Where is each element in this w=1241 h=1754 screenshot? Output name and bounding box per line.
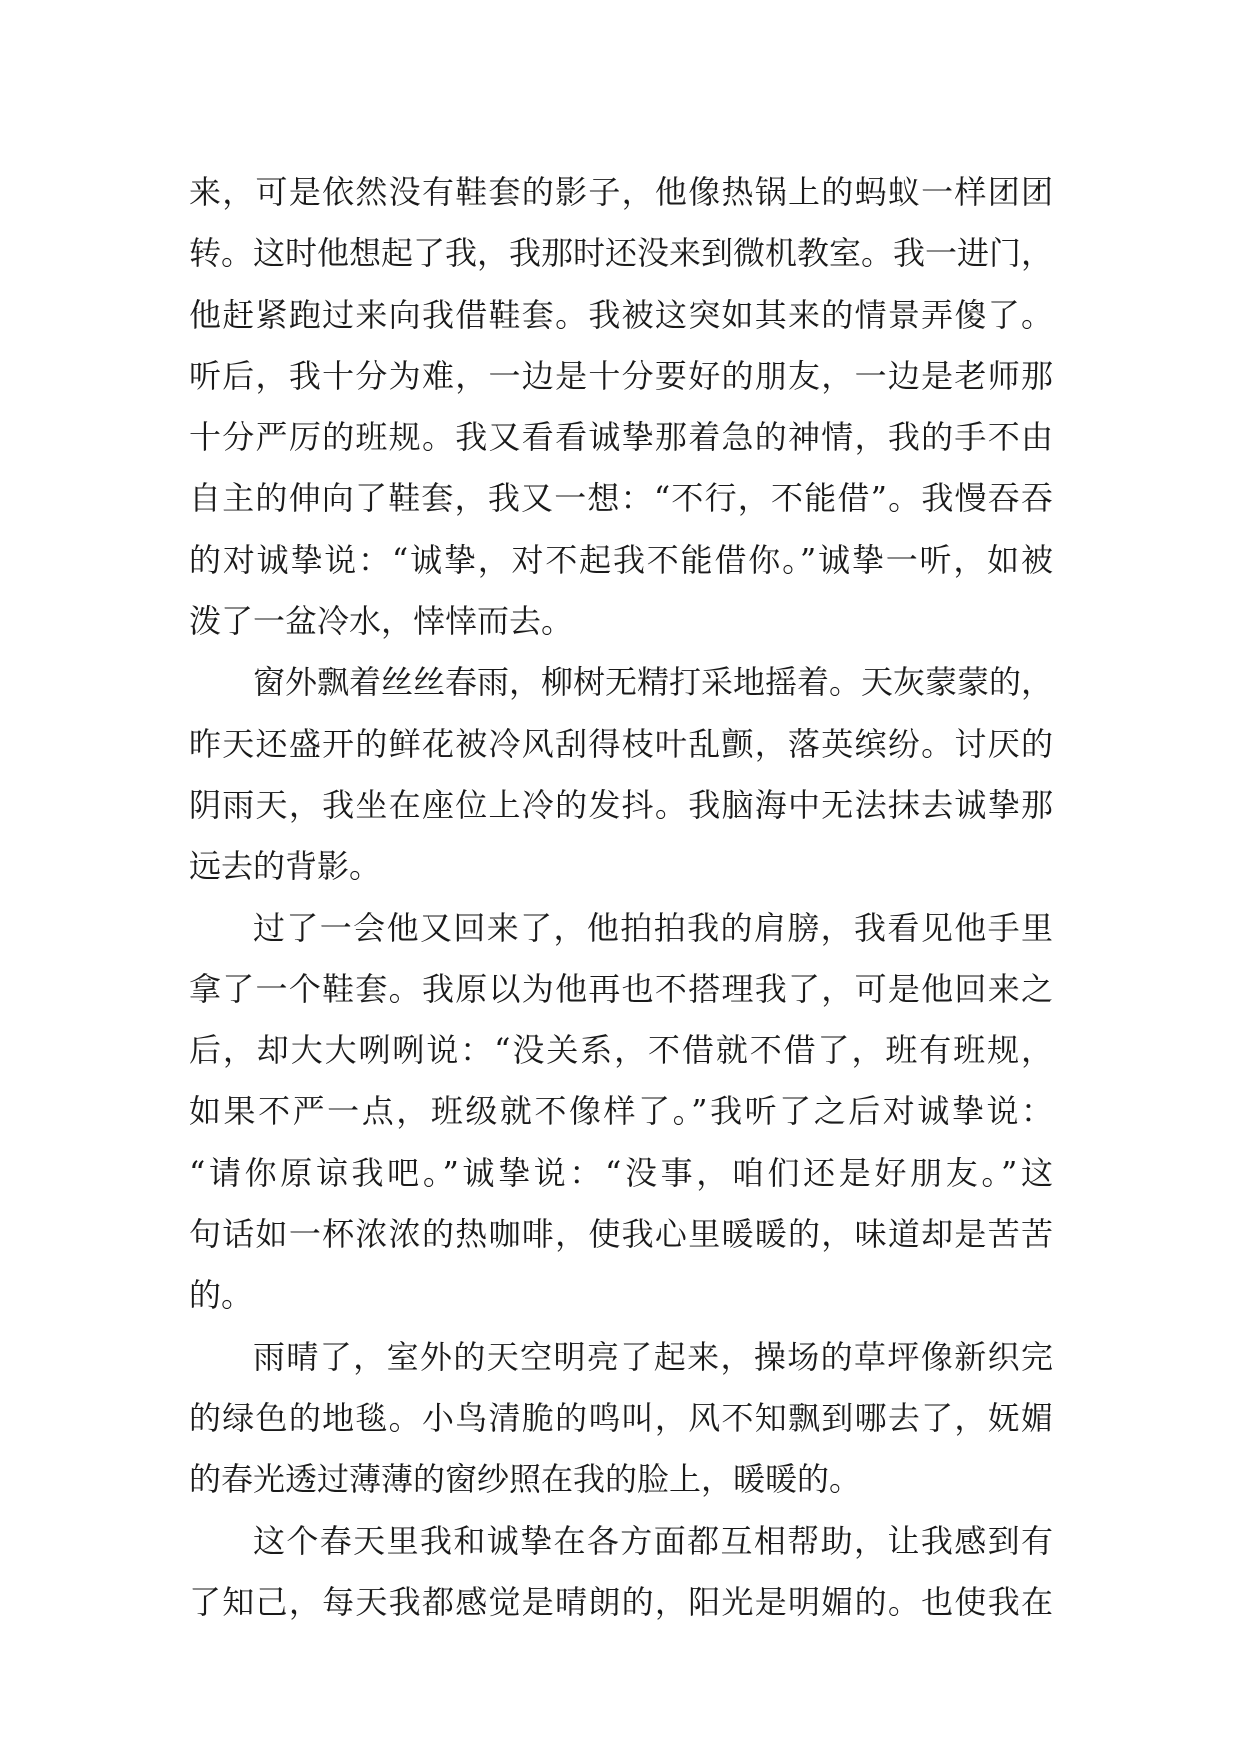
body-text — [189, 162, 1053, 1633]
text-line: 自主的伸向了鞋套，我又一想：“不行，不能借”。我慢吞吞 — [189, 479, 1053, 518]
text-line: 的对诚挚说：“诚挚，对不起我不能借你。”诚挚一听，如被 — [189, 540, 1053, 579]
text-line: 后，却大大咧咧说：“没关系，不借就不借了，班有班规， — [189, 1031, 1053, 1070]
text-line: 拿了一个鞋套。我原以为他再也不搭理我了，可是他回来之 — [189, 969, 1053, 1008]
text-line: 的绿色的地毯。小鸟清脆的鸣叫，风不知飘到哪去了，妩媚 — [189, 1398, 1053, 1437]
text-line: 听后，我十分为难，一边是十分要好的朋友，一边是老师那 — [189, 356, 1053, 395]
text-line: 雨晴了，室外的天空明亮了起来，操场的草坪像新织完 — [253, 1337, 1053, 1376]
text-line: 泼了一盆冷水，悻悻而去。 — [189, 602, 574, 641]
text-line: 他赶紧跑过来向我借鞋套。我被这突如其来的情景弄傻了。 — [189, 295, 1053, 334]
text-line: 这个春天里我和诚挚在各方面都互相帮助，让我感到有 — [253, 1521, 1053, 1560]
text-line: 句话如一杯浓浓的热咖啡，使我心里暖暖的，味道却是苦苦 — [189, 1215, 1053, 1254]
text-line: 阴雨天，我坐在座位上冷的发抖。我脑海中无法抹去诚挚那 — [189, 785, 1053, 824]
text-line: 远去的背影。 — [189, 847, 382, 886]
text-line: 昨天还盛开的鲜花被冷风刮得枝叶乱颤，落英缤纷。讨厌的 — [189, 724, 1053, 763]
text-line: 了知己，每天我都感觉是晴朗的，阳光是明媚的。也使我在 — [189, 1582, 1053, 1621]
text-line: 的。 — [189, 1276, 254, 1315]
text-line: 转。这时他想起了我，我那时还没来到微机教室。我一进门， — [189, 234, 1053, 273]
text-line: “请你原谅我吧。”诚挚说：“没事，咱们还是好朋友。”这 — [189, 1153, 1053, 1192]
text-line: 的春光透过薄薄的窗纱照在我的脸上，暖暖的。 — [189, 1460, 862, 1499]
text-line: 十分严厉的班规。我又看看诚挚那着急的神情，我的手不由 — [189, 418, 1053, 457]
text-line: 过了一会他又回来了，他拍拍我的肩膀，我看见他手里 — [253, 908, 1053, 947]
text-line: 如果不严一点，班级就不像样了。”我听了之后对诚挚说： — [189, 1092, 1053, 1131]
text-line: 窗外飘着丝丝春雨，柳树无精打采地摇着。天灰蒙蒙的， — [253, 663, 1053, 702]
text-line: 来，可是依然没有鞋套的影子，他像热锅上的蚂蚁一样团团 — [189, 173, 1053, 211]
